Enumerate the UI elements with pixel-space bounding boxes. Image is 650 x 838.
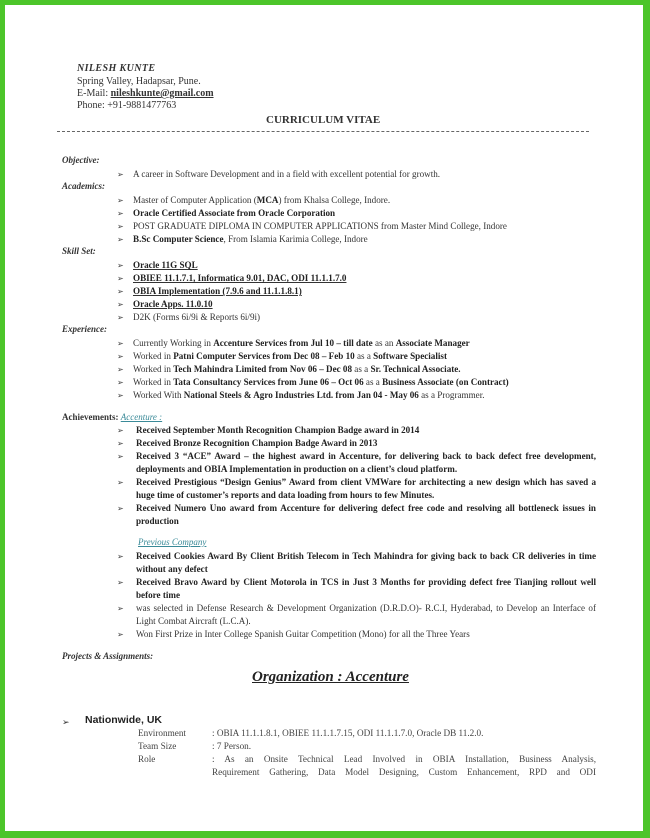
experience-item: Worked in Patni Computer Services from Dec 08 – Feb 10 as a Software Specialist — [133, 351, 447, 361]
bullet-arrow-icon: ➢ — [117, 300, 124, 309]
role-value: : As an Onsite Technical Lead Involved in OBIA Installation, Business Analysis, — [212, 754, 596, 764]
environment-label: Environment — [138, 728, 186, 738]
skill-item: Oracle 11G SQL — [133, 260, 198, 270]
bullet-arrow-icon: ➢ — [117, 552, 124, 561]
achievement-item: Received 3 “ACE” Award – the highest award in Accenture, for delivering back to back defect free development, deployments and OBIA Implementation in production on a client’s cloud platform. — [136, 451, 596, 474]
academics-item: Oracle Certified Associate from Oracle Corporation — [133, 208, 336, 218]
bullet-arrow-icon: ➢ — [117, 352, 124, 361]
skill-item: Oracle Apps. 11.0.10 — [133, 299, 213, 309]
objective-text: A career in Software Development and in a field with excellent potential for growth. — [133, 169, 441, 179]
email-line: E-Mail: nileshkunte@gmail.com — [77, 88, 214, 99]
project-title: Nationwide, UK — [85, 714, 163, 726]
bullet-arrow-icon: ➢ — [117, 630, 124, 639]
experience-item: Worked in Tata Consultancy Services from June 06 – Oct 06 as a Business Associate (on Contract) — [133, 377, 509, 387]
achievement-item: Received September Month Recognition Champion Badge award in 2014 — [136, 425, 420, 435]
achievement-item: was selected in Defense Research & Development Organization (D.R.D.O)- R.C.I, Hyderabad, to Develop an Interface of Light Combat Aircraft (L.C.A). — [136, 603, 596, 626]
team-size-value: : 7 Person. — [212, 741, 252, 751]
academics-item: POST GRADUATE DIPLOMA IN COMPUTER APPLICATIONS from Master Mind College, Indore — [133, 221, 507, 231]
bullet-arrow-icon: ➢ — [117, 426, 124, 435]
achievement-item: Received Cookies Award By Client British Telecom in Tech Mahindra for giving back to back CR deliveries in time without any defect — [136, 551, 596, 574]
experience-item: Worked in Tech Mahindra Limited from Nov 06 – Dec 08 as a Sr. Technical Associate. — [133, 364, 461, 374]
section-achievements: Achievements: Accenture : — [62, 412, 163, 422]
skill-item: OBIA Implementation (7.9.6 and 11.1.1.8.1) — [133, 286, 302, 296]
section-skill-set: Skill Set: — [62, 246, 96, 256]
achievement-item: Received Bravo Award by Client Motorola in TCS in Just 3 Months for providing defect free Tianjing rollout well before time — [136, 577, 596, 600]
title-divider — [57, 131, 589, 132]
bullet-arrow-icon: ➢ — [117, 365, 124, 374]
previous-company-label: Previous Company — [138, 537, 207, 547]
skill-item: OBIEE 11.1.7.1, Informatica 9.01, DAC, ODI 11.1.1.7.0 — [133, 273, 347, 283]
email-link[interactable]: nileshkunte@gmail.com — [110, 88, 214, 99]
bullet-arrow-icon: ➢ — [117, 504, 124, 513]
organization-heading: Organization : Accenture — [252, 669, 409, 685]
bullet-arrow-icon: ➢ — [117, 391, 124, 400]
section-experience: Experience: — [62, 324, 107, 334]
bullet-arrow-icon: ➢ — [117, 274, 124, 283]
bullet-arrow-icon: ➢ — [117, 313, 124, 322]
skill-item: D2K (Forms 6i/9i & Reports 6i/9i) — [133, 312, 261, 322]
achievement-item: Received Bronze Recognition Champion Badge Award in 2013 — [136, 438, 378, 448]
bullet-arrow-icon: ➢ — [117, 578, 124, 587]
bullet-arrow-icon: ➢ — [117, 378, 124, 387]
bullet-arrow-icon: ➢ — [117, 287, 124, 296]
bullet-arrow-icon: ➢ — [117, 439, 124, 448]
achievement-item: Received Numero Uno award from Accenture for delivering defect free code and resolving all bottleneck issues in production — [136, 503, 596, 526]
bullet-arrow-icon: ➢ — [117, 261, 124, 270]
phone-line: Phone: +91-9881477763 — [77, 100, 177, 111]
bullet-arrow-icon: ➢ — [117, 339, 124, 348]
candidate-name: NILESH KUNTE — [77, 63, 156, 74]
bullet-arrow-icon: ➢ — [117, 170, 124, 179]
bullet-arrow-icon: ➢ — [117, 452, 124, 461]
document-title: CURRICULUM VITAE — [266, 114, 381, 126]
academics-item: B.Sc Computer Science, From Islamia Karimia College, Indore — [133, 234, 368, 244]
achievement-item: Won First Prize in Inter College Spanish Guitar Competition (Mono) for all the Three Years — [136, 629, 470, 639]
role-label: Role — [138, 754, 156, 764]
bullet-arrow-icon: ➢ — [62, 717, 70, 727]
team-size-label: Team Size — [138, 741, 177, 751]
bullet-arrow-icon: ➢ — [117, 604, 124, 613]
achievement-item: Received Prestigious “Design Genius” Award from client VMWare for architecting a new design which has saved a huge time of customer’s reports and data loading from hours to few Minutes. — [136, 477, 596, 500]
bullet-arrow-icon: ➢ — [117, 235, 124, 244]
bullet-arrow-icon: ➢ — [117, 222, 124, 231]
resume-page — [5, 5, 643, 831]
section-academics: Academics: — [62, 181, 105, 191]
address-line: Spring Valley, Hadapsar, Pune. — [77, 76, 201, 87]
section-projects: Projects & Assignments: — [62, 651, 154, 661]
role-value-continued: Requirement Gathering, Data Model Designing, Custom Enhancement, RPD and ODI — [212, 767, 596, 777]
section-objective: Objective: — [62, 155, 100, 165]
academics-item: Master of Computer Application (MCA) from Khalsa College, Indore. — [133, 195, 391, 205]
bullet-arrow-icon: ➢ — [117, 478, 124, 487]
bullet-arrow-icon: ➢ — [117, 196, 124, 205]
environment-value: : OBIA 11.1.1.8.1, OBIEE 11.1.1.7.15, ODI 11.1.1.7.0, Oracle DB 11.2.0. — [212, 728, 484, 738]
experience-item: Currently Working in Accenture Services from Jul 10 – till date as an Associate Manager — [133, 338, 470, 348]
experience-item: Worked With National Steels & Agro Industries Ltd. from Jan 04 - May 06 as a Programmer. — [133, 390, 485, 400]
bullet-arrow-icon: ➢ — [117, 209, 124, 218]
